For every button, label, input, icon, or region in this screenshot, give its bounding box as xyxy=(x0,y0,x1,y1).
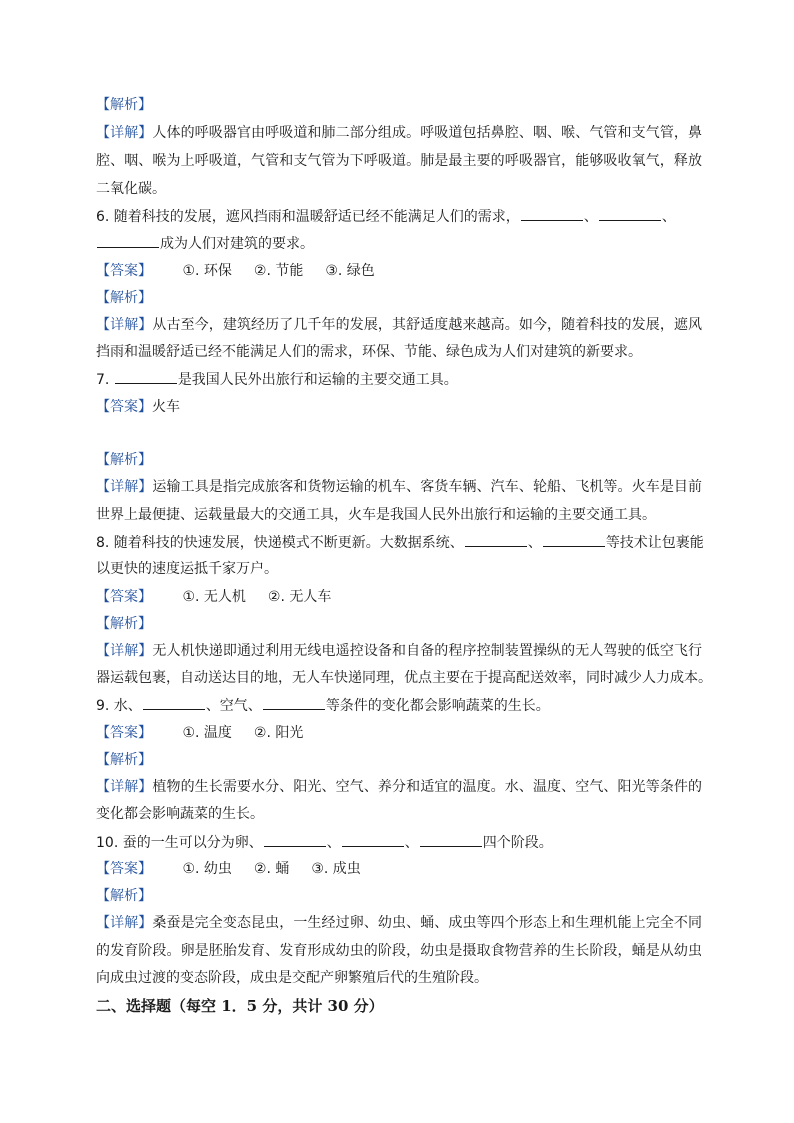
analysis-label xyxy=(96,96,702,114)
detail-text: 的发育阶段。卵是胚胎发育、发育形成幼虫的阶段，幼虫是摄取食物营养的生长阶段，蛹是从幼虫 xyxy=(96,943,702,959)
question-text: 四个阶段。 xyxy=(482,835,553,851)
analysis-tag: 【解析】 xyxy=(96,752,152,768)
detail-line xyxy=(96,969,702,987)
detail-text: 无人机快递即通过利用无线电遥控设备和自备的程序控制装置操纵的无人驾驶的低空飞行 xyxy=(152,643,703,659)
answer-item: ③. 绿色 xyxy=(325,263,375,279)
question-8 xyxy=(96,533,702,552)
answer-item: ②. 无人车 xyxy=(267,589,332,605)
detail-text: 挡雨和温暖舒适已经不能满足人们的需求，环保、节能、绿色成为人们对建筑的新要求。 xyxy=(96,344,642,360)
detail-text: 世界上最便捷、运载量最大的交通工具，火车是我国人民外出旅行和运输的主要交通工具。 xyxy=(96,507,656,523)
section-title: 二、选择题（每空 1．5 分，共计 30 分） xyxy=(96,997,384,1015)
analysis-tag: 【解析】 xyxy=(96,290,152,306)
answer-item: ①. 环保 xyxy=(182,263,232,279)
detail-text: 从古至今，建筑经历了几千年的发展，其舒适度越来越高。如今，随着科技的发展，遮风 xyxy=(152,317,703,333)
question-10 xyxy=(96,833,702,852)
answer-blank xyxy=(143,696,205,710)
answer-blank xyxy=(599,207,661,221)
question-number: 7. xyxy=(96,372,110,388)
answer-list xyxy=(156,860,360,878)
answer-list xyxy=(156,588,331,606)
answer-blank xyxy=(342,833,404,847)
question-7 xyxy=(96,370,702,389)
question-8-line2 xyxy=(96,560,702,578)
answer-blank xyxy=(521,207,583,221)
detail-text: 器运载包裹，自动送达目的地，无人车快递同理，优点主要在于提高配送效率，同时减少人力成本。 xyxy=(96,670,712,686)
answer-line xyxy=(96,262,702,280)
answer-blank xyxy=(115,370,177,384)
analysis-label xyxy=(96,451,702,469)
analysis-tag: 【解析】 xyxy=(96,616,152,632)
answer-item: ②. 阳光 xyxy=(253,725,304,741)
question-text: 8. 随着科技的快速发展，快递模式不断更新。大数据系统、 xyxy=(96,535,464,551)
detail-line xyxy=(96,914,702,932)
answer-line xyxy=(96,724,702,742)
detail-line xyxy=(96,805,702,823)
answer-tag: 【答案】 xyxy=(96,399,152,415)
section-heading xyxy=(96,997,702,1015)
detail-line xyxy=(96,124,702,142)
detail-line xyxy=(96,180,702,198)
answer-list xyxy=(156,724,303,742)
question-text: 以更快的速度运抵千家万户。 xyxy=(96,561,278,577)
detail-text: 二氧化碳。 xyxy=(96,181,166,197)
answer-item: ②. 节能 xyxy=(253,263,304,279)
answer-item: 火车 xyxy=(152,399,180,415)
answer-tag: 【答案】 xyxy=(96,861,152,877)
detail-text: 植物的生长需要水分、阳光、空气、养分和适宜的温度。水、温度、空气、阳光等条件的 xyxy=(152,779,703,795)
analysis-label xyxy=(96,615,702,633)
detail-tag: 【详解】 xyxy=(96,779,153,795)
answer-tag: 【答案】 xyxy=(96,725,152,741)
answer-blank xyxy=(263,696,325,710)
question-text: 9. 水、 xyxy=(96,698,142,714)
answer-blank xyxy=(97,234,159,248)
question-6-line2 xyxy=(96,234,702,253)
detail-line xyxy=(96,642,702,660)
detail-line xyxy=(96,316,702,334)
answer-item: ①. 无人机 xyxy=(182,589,246,605)
detail-line xyxy=(96,778,702,796)
detail-tag: 【详解】 xyxy=(96,643,153,659)
question-text: 等条件的变化都会影响蔬菜的生长。 xyxy=(325,698,550,714)
detail-tag: 【详解】 xyxy=(96,125,153,141)
separator: 、 xyxy=(404,835,419,851)
detail-line xyxy=(96,478,702,496)
question-text: 等技术让包裹能 xyxy=(605,535,704,551)
detail-tag: 【详解】 xyxy=(96,317,153,333)
question-text: 10. 蚕的一生可以分为卵、 xyxy=(96,835,263,851)
detail-text: 向成虫过渡的变态阶段，成虫是交配产卵繁殖后代的生殖阶段。 xyxy=(96,970,488,986)
answer-tag: 【答案】 xyxy=(96,589,152,605)
separator: 、 xyxy=(326,835,341,851)
detail-text: 腔、咽、喉为上呼吸道，气管和支气管为下呼吸道。肺是最主要的呼吸器官，能够吸收氧气，释放 xyxy=(96,153,702,169)
analysis-tag: 【解析】 xyxy=(96,888,152,904)
question-text: 是我国人民外出旅行和运输的主要交通工具。 xyxy=(177,372,458,388)
answer-item: ①. 温度 xyxy=(182,725,232,741)
analysis-label xyxy=(96,289,702,307)
detail-text: 桑蚕是完全变态昆虫，一生经过卵、幼虫、蛹、成虫等四个形态上和生理机能上完全不同 xyxy=(152,915,703,931)
question-9 xyxy=(96,696,702,715)
answer-item: ②. 蛹 xyxy=(253,861,290,877)
detail-text: 变化都会影响蔬菜的生长。 xyxy=(96,806,264,822)
question-6 xyxy=(96,207,702,226)
detail-line xyxy=(96,343,702,361)
answer-item: ③. 成虫 xyxy=(311,861,361,877)
answer-tag: 【答案】 xyxy=(96,263,152,279)
analysis-tag: 【解析】 xyxy=(96,452,152,468)
detail-tag: 【详解】 xyxy=(96,915,153,931)
detail-tag: 【详解】 xyxy=(96,479,153,495)
detail-text: 人体的呼吸器官由呼吸道和肺二部分组成。呼吸道包括鼻腔、咽、喉、气管和支气管，鼻 xyxy=(152,125,703,141)
answer-line xyxy=(96,398,702,416)
detail-line xyxy=(96,506,702,524)
answer-line xyxy=(96,860,702,878)
separator: 、 xyxy=(527,535,542,551)
detail-line xyxy=(96,669,712,687)
analysis-label xyxy=(96,751,702,769)
detail-text: 运输工具是指完成旅客和货物运输的机车、客货车辆、汽车、轮船、飞机等。火车是目前 xyxy=(152,479,703,495)
answer-blank xyxy=(543,533,605,547)
separator: 、 xyxy=(661,209,676,225)
question-text: 、空气、 xyxy=(205,698,262,714)
answer-line xyxy=(96,588,702,606)
analysis-tag: 【解析】 xyxy=(96,97,152,113)
analysis-label xyxy=(96,887,702,905)
detail-line xyxy=(96,152,702,170)
answer-item: ①. 幼虫 xyxy=(182,861,232,877)
question-text: 成为人们对建筑的要求。 xyxy=(160,236,314,252)
answer-blank xyxy=(264,833,326,847)
answer-list xyxy=(156,262,374,280)
answer-blank xyxy=(420,833,482,847)
separator: 、 xyxy=(583,209,598,225)
question-text: 6. 随着科技的发展，遮风挡雨和温暖舒适已经不能满足人们的需求， xyxy=(96,209,520,225)
detail-line xyxy=(96,942,702,960)
answer-blank xyxy=(465,533,527,547)
